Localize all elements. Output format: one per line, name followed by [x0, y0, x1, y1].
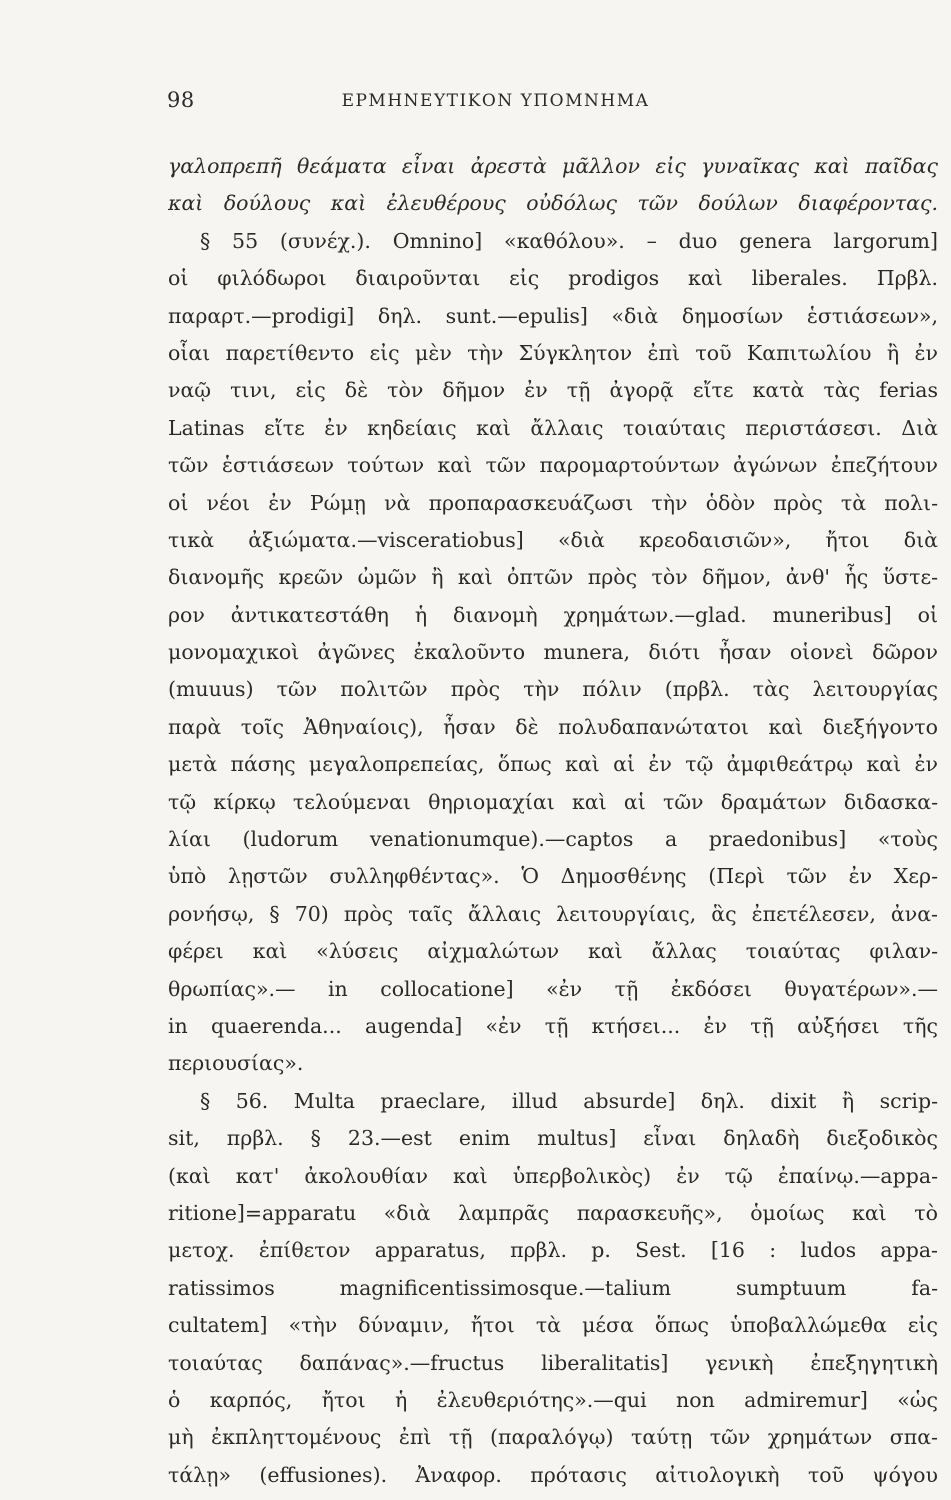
text-line: τῷ κίρκῳ τελούμεναι θηριομαχίαι καὶ αἱ τῶν δραμάτων διδασκα- — [168, 789, 938, 814]
text-line: γαλοπρεπῆ θεάματα εἶναι ἀρεστὰ μᾶλλον εἰς γυναῖκας καὶ παῖδας — [168, 154, 938, 178]
text-line: μετοχ. ἐπίθετον apparatus, πρβλ. p. Sest. [16 : ludos appa- — [168, 1238, 938, 1263]
text-line: μετὰ πάσης μεγαλοπρεπείας, ὅπως καὶ αἱ ἐν τῷ ἀμφιθεάτρῳ καὶ ἐν — [168, 752, 938, 777]
text-line: Latinas εἴτε ἐν κηδείαις καὶ ἄλλαις τοιαύταις περιστάσεσι. Διὰ — [168, 415, 938, 440]
text-line: καὶ δούλους καὶ ἐλευθέρους οὐδόλως τῶν δούλων διαφέροντας. — [168, 191, 938, 216]
text-line: ratissimos magnificentissimosque.—talium sumptuum fa- — [168, 1275, 938, 1300]
text-line: ρονήσῳ, § 70) πρὸς ταῖς ἄλλαις λειτουργίαις, ἃς ἐπετέλεσεν, ἀνα- — [168, 901, 938, 926]
text-line: τῶν ἑστιάσεων τούτων καὶ τῶν παρομαρτούντων ἀγώνων ἐπεζήτουν — [168, 453, 938, 478]
text-line: παραρτ.—prodigi] δηλ. sunt.—epulis] «διὰ δημοσίων ἑστιάσεων», — [168, 303, 938, 328]
text-line: μὴ ἐκπληττομένους ἐπὶ τῇ (παραλόγῳ) ταύτῃ τῶν χρημάτων σπα- — [168, 1425, 938, 1450]
text-line: περιουσίας». — [168, 1051, 304, 1076]
text-line: ρον ἀντικατεστάθη ἡ διανομὴ χρημάτων.—glad. muneribus] οἱ — [168, 602, 938, 627]
text-line: § 56. Multa praeclare, illud absurde] δηλ. dixit ἢ scrip- — [200, 1088, 938, 1113]
text-line: φέρει καὶ «λύσεις αἰχμαλώτων καὶ ἄλλας τοιαύτας φιλαν- — [168, 939, 938, 964]
running-title: ΕΡΜΗΝΕΥΤΙΚΟΝ ΥΠΟΜΝΗΜΑ — [341, 91, 650, 111]
text-line: λίαι (ludorum venationumque).—captos a praedonibus] «τοὺς — [168, 827, 938, 852]
text-line: (muuus) τῶν πολιτῶν πρὸς τὴν πόλιν (πρβλ. τὰς λειτουργίας — [168, 677, 938, 702]
page-header — [0, 88, 951, 118]
text-line: ὑπὸ λῃστῶν συλληφθέντας». Ὁ Δημοσθένης (Περὶ τῶν ἐν Χερ- — [168, 864, 938, 889]
text-line: μονομαχικοὶ ἀγῶνες ἐκαλοῦντο munera, διότι ἦσαν οἱονεὶ δῶρον — [168, 640, 938, 665]
text-line: § 55 (συνέχ.). Omnino] «καθόλου». – duo genera largorum] — [200, 228, 938, 253]
text-line: θρωπίας».— in collocatione] «ἐν τῇ ἐκδόσει θυγατέρων».— — [168, 976, 938, 1001]
text-line: οἷαι παρετίθεντο εἰς μὲν τὴν Σύγκλητον ἐπὶ τοῦ Καπιτωλίου ἢ ἐν — [168, 340, 938, 365]
text-line: ritione]=apparatu «διὰ λαμπρᾶς παρασκευῆς», ὁμοίως καὶ τὸ — [168, 1200, 938, 1225]
text-line: παρὰ τοῖς Ἀθηναίοις), ἦσαν δὲ πολυδαπανώτατοι καὶ διεξήγοντο — [168, 714, 938, 739]
text-line: ναῷ τινι, εἰς δὲ τὸν δῆμον ἐν τῇ ἀγορᾷ εἴτε κατὰ τὰς ferias — [168, 378, 938, 403]
commentary-text — [168, 148, 938, 1494]
text-line: sit, πρβλ. § 23.—est enim multus] εἶναι δηλαδὴ διεξοδικὸς — [168, 1126, 938, 1151]
text-line: τάλῃ» (effusiones). Ἀναφορ. πρότασις αἰτιολογικὴ τοῦ ψόγου — [168, 1462, 938, 1487]
text-line: οἱ νέοι ἐν Ρώμῃ νὰ προπαρασκευάζωσι τὴν ὁδὸν πρὸς τὰ πολι- — [168, 490, 938, 515]
text-line: ὁ καρπός, ἤτοι ἡ ἐλευθεριότης».—qui non admiremur] «ὡς — [168, 1387, 938, 1412]
text-line: διανομῆς κρεῶν ὠμῶν ἢ καὶ ὀπτῶν πρὸς τὸν δῆμον, ἀνθ' ἧς ὕστε- — [168, 565, 938, 590]
text-line: in quaerenda... augenda] «ἐν τῇ κτήσει... ἐν τῇ αὐξήσει τῆς — [168, 1013, 938, 1038]
text-line: τοιαύτας δαπάνας».—fructus liberalitatis] γενικὴ ἐπεξηγητικὴ — [168, 1350, 938, 1375]
text-line: τικὰ ἀξιώματα.—visceratiobus] «διὰ κρεοδαισιῶν», ἤτοι διὰ — [168, 527, 938, 552]
text-line: (καὶ κατ' ἀκολουθίαν καὶ ὑπερβολικὸς) ἐν τῷ ἐπαίνῳ.—appa- — [168, 1163, 938, 1188]
page-number: 98 — [167, 88, 195, 112]
text-line: οἱ φιλόδωροι διαιροῦνται εἰς prodigos καὶ liberales. Πρβλ. — [168, 266, 938, 291]
text-line: cultatem] «τὴν δύναμιν, ἤτοι τὰ μέσα ὅπως ὑποβαλλώμεθα εἰς — [168, 1313, 938, 1338]
